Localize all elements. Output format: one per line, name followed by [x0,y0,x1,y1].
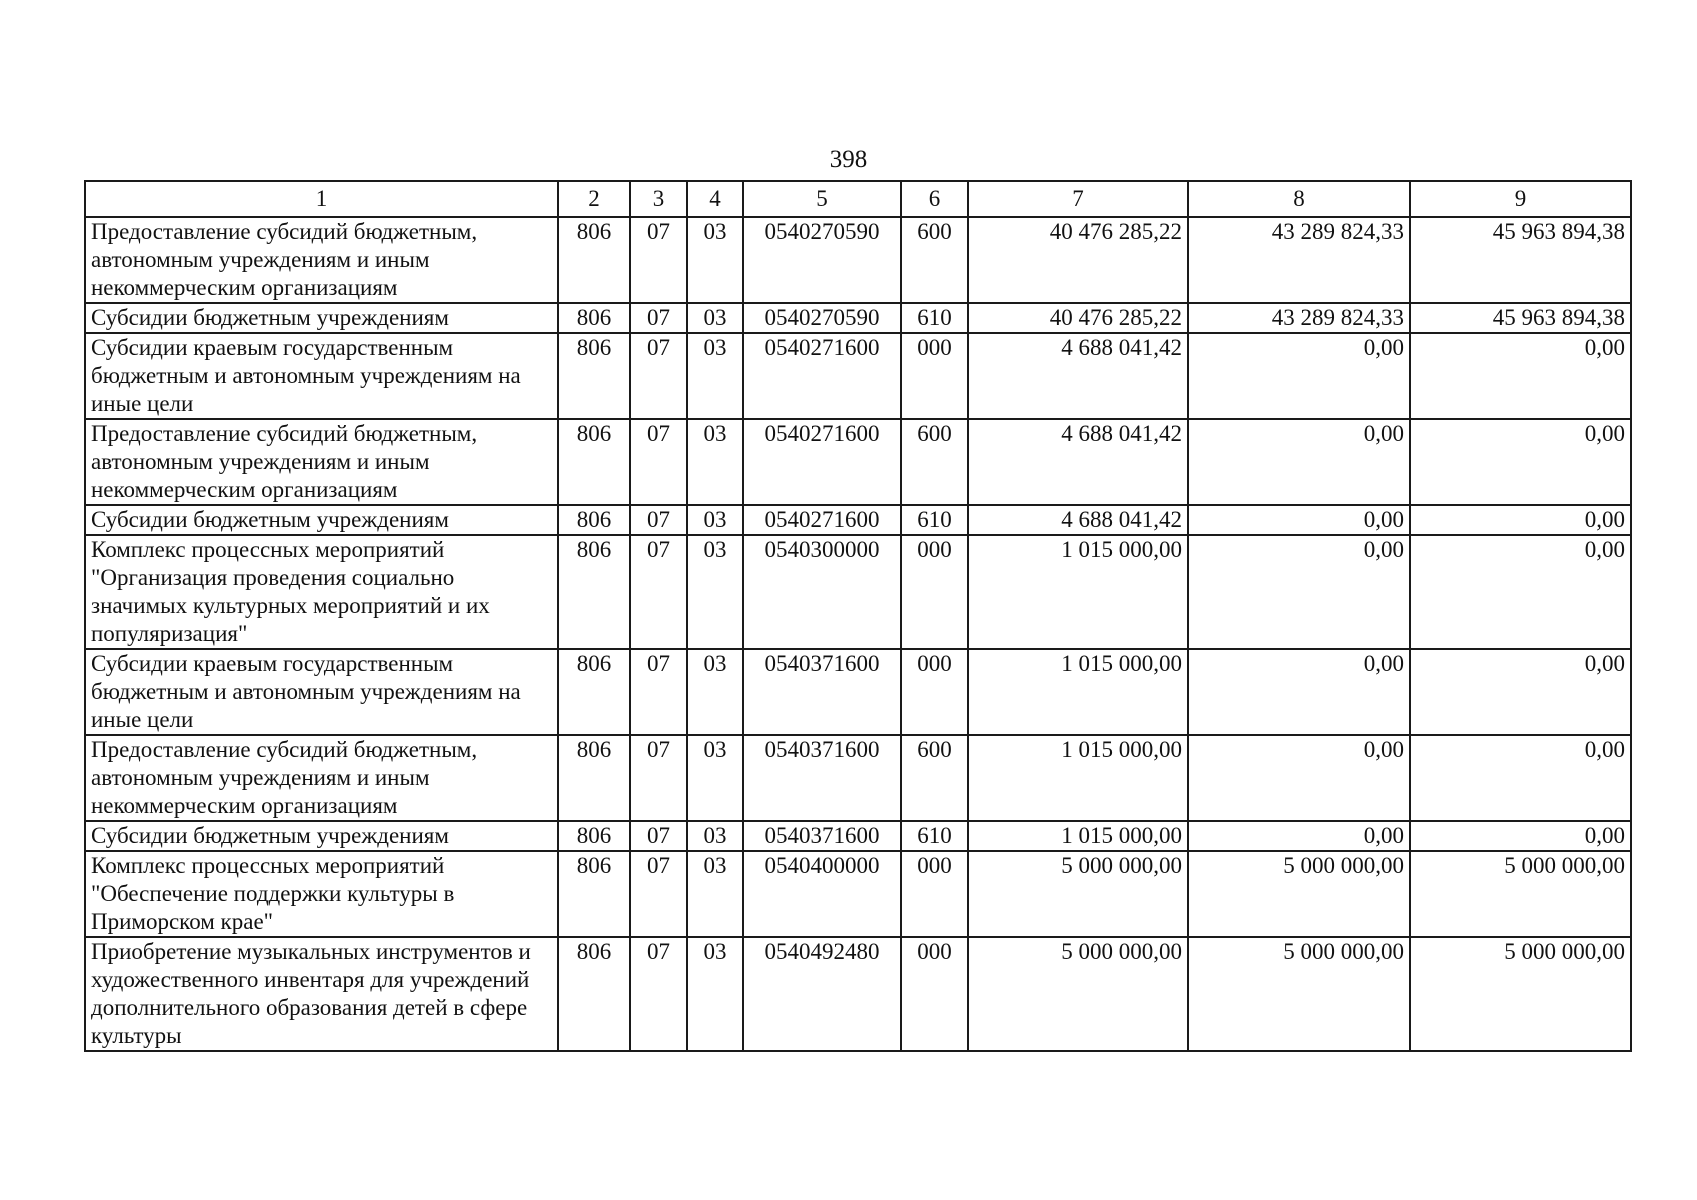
expense-type-cell: 600 [901,217,968,303]
ministry-code-cell: 806 [558,419,630,505]
target-article-cell: 0540271600 [743,505,901,535]
amount-year3-cell: 5 000 000,00 [1410,851,1631,937]
target-article-cell: 0540270590 [743,217,901,303]
table-row [85,419,1631,505]
section-code-cell: 07 [630,535,687,649]
amount-year3-cell: 0,00 [1410,419,1631,505]
amount-year1-cell: 4 688 041,42 [968,505,1188,535]
column-header: 5 [743,181,901,217]
expense-type-cell: 600 [901,735,968,821]
amount-year3-cell: 0,00 [1410,333,1631,419]
subsection-code-cell: 03 [687,851,743,937]
amount-year1-cell: 1 015 000,00 [968,535,1188,649]
section-code-cell: 07 [630,735,687,821]
amount-year1-cell: 4 688 041,42 [968,333,1188,419]
amount-year1-cell: 1 015 000,00 [968,735,1188,821]
column-header: 2 [558,181,630,217]
row-name-cell: Субсидии краевым государственным бюджетным и автономным учреждениям на иные цели [85,649,558,735]
column-header: 6 [901,181,968,217]
target-article-cell: 0540492480 [743,937,901,1051]
subsection-code-cell: 03 [687,649,743,735]
expense-type-cell: 000 [901,649,968,735]
amount-year2-cell: 0,00 [1188,333,1410,419]
expense-type-cell: 000 [901,535,968,649]
row-name-cell: Субсидии краевым государственным бюджетным и автономным учреждениям на иные цели [85,333,558,419]
target-article-cell: 0540371600 [743,649,901,735]
amount-year1-cell: 4 688 041,42 [968,419,1188,505]
table-row [85,735,1631,821]
amount-year1-cell: 40 476 285,22 [968,217,1188,303]
amount-year2-cell: 0,00 [1188,821,1410,851]
table-row [85,535,1631,649]
ministry-code-cell: 806 [558,937,630,1051]
budget-table [84,180,1632,1052]
section-code-cell: 07 [630,217,687,303]
amount-year2-cell: 5 000 000,00 [1188,851,1410,937]
ministry-code-cell: 806 [558,505,630,535]
amount-year3-cell: 0,00 [1410,535,1631,649]
ministry-code-cell: 806 [558,649,630,735]
amount-year3-cell: 45 963 894,38 [1410,303,1631,333]
row-name-cell: Субсидии бюджетным учреждениям [85,821,558,851]
row-name-cell: Субсидии бюджетным учреждениям [85,303,558,333]
table-body [85,217,1631,1051]
column-header: 8 [1188,181,1410,217]
ministry-code-cell: 806 [558,851,630,937]
amount-year2-cell: 0,00 [1188,505,1410,535]
amount-year2-cell: 43 289 824,33 [1188,303,1410,333]
ministry-code-cell: 806 [558,735,630,821]
expense-type-cell: 610 [901,505,968,535]
table-row [85,649,1631,735]
target-article-cell: 0540371600 [743,735,901,821]
amount-year2-cell: 0,00 [1188,419,1410,505]
subsection-code-cell: 03 [687,419,743,505]
table-row [85,937,1631,1051]
subsection-code-cell: 03 [687,303,743,333]
section-code-cell: 07 [630,419,687,505]
section-code-cell: 07 [630,937,687,1051]
table-row [85,505,1631,535]
column-header: 3 [630,181,687,217]
amount-year1-cell: 1 015 000,00 [968,821,1188,851]
subsection-code-cell: 03 [687,821,743,851]
amount-year1-cell: 5 000 000,00 [968,937,1188,1051]
target-article-cell: 0540271600 [743,333,901,419]
row-name-cell: Субсидии бюджетным учреждениям [85,505,558,535]
table-row [85,851,1631,937]
section-code-cell: 07 [630,505,687,535]
amount-year1-cell: 40 476 285,22 [968,303,1188,333]
subsection-code-cell: 03 [687,505,743,535]
amount-year1-cell: 5 000 000,00 [968,851,1188,937]
amount-year3-cell: 45 963 894,38 [1410,217,1631,303]
amount-year3-cell: 0,00 [1410,735,1631,821]
subsection-code-cell: 03 [687,217,743,303]
section-code-cell: 07 [630,303,687,333]
section-code-cell: 07 [630,333,687,419]
ministry-code-cell: 806 [558,535,630,649]
table-row [85,217,1631,303]
column-header: 4 [687,181,743,217]
target-article-cell: 0540300000 [743,535,901,649]
page-number: 398 [829,146,868,173]
ministry-code-cell: 806 [558,821,630,851]
amount-year2-cell: 0,00 [1188,735,1410,821]
row-name-cell: Приобретение музыкальных инструментов и художественного инвентаря для учреждений дополнительного образования детей в сфере культуры [85,937,558,1051]
target-article-cell: 0540271600 [743,419,901,505]
column-header: 9 [1410,181,1631,217]
row-name-cell: Предоставление субсидий бюджетным, автономным учреждениям и иным некоммерческим организациям [85,419,558,505]
amount-year2-cell: 0,00 [1188,649,1410,735]
ministry-code-cell: 806 [558,303,630,333]
table-row [85,821,1631,851]
column-header: 7 [968,181,1188,217]
subsection-code-cell: 03 [687,735,743,821]
column-header: 1 [85,181,558,217]
expense-type-cell: 000 [901,937,968,1051]
row-name-cell: Предоставление субсидий бюджетным, автономным учреждениям и иным некоммерческим организациям [85,217,558,303]
subsection-code-cell: 03 [687,333,743,419]
row-name-cell: Предоставление субсидий бюджетным, автономным учреждениям и иным некоммерческим организациям [85,735,558,821]
table-row [85,333,1631,419]
section-code-cell: 07 [630,821,687,851]
subsection-code-cell: 03 [687,937,743,1051]
expense-type-cell: 000 [901,851,968,937]
amount-year1-cell: 1 015 000,00 [968,649,1188,735]
table-row [85,303,1631,333]
section-code-cell: 07 [630,649,687,735]
target-article-cell: 0540400000 [743,851,901,937]
column-number-row [85,181,1631,217]
target-article-cell: 0540270590 [743,303,901,333]
expense-type-cell: 000 [901,333,968,419]
amount-year3-cell: 5 000 000,00 [1410,937,1631,1051]
ministry-code-cell: 806 [558,217,630,303]
amount-year3-cell: 0,00 [1410,649,1631,735]
expense-type-cell: 600 [901,419,968,505]
expense-type-cell: 610 [901,303,968,333]
expense-type-cell: 610 [901,821,968,851]
section-code-cell: 07 [630,851,687,937]
amount-year2-cell: 43 289 824,33 [1188,217,1410,303]
subsection-code-cell: 03 [687,535,743,649]
ministry-code-cell: 806 [558,333,630,419]
amount-year3-cell: 0,00 [1410,505,1631,535]
amount-year2-cell: 0,00 [1188,535,1410,649]
row-name-cell: Комплекс процессных мероприятий "Обеспечение поддержки культуры в Приморском крае" [85,851,558,937]
row-name-cell: Комплекс процессных мероприятий "Организация проведения социально значимых культурных мероприятий и их популяризация" [85,535,558,649]
target-article-cell: 0540371600 [743,821,901,851]
amount-year3-cell: 0,00 [1410,821,1631,851]
amount-year2-cell: 5 000 000,00 [1188,937,1410,1051]
